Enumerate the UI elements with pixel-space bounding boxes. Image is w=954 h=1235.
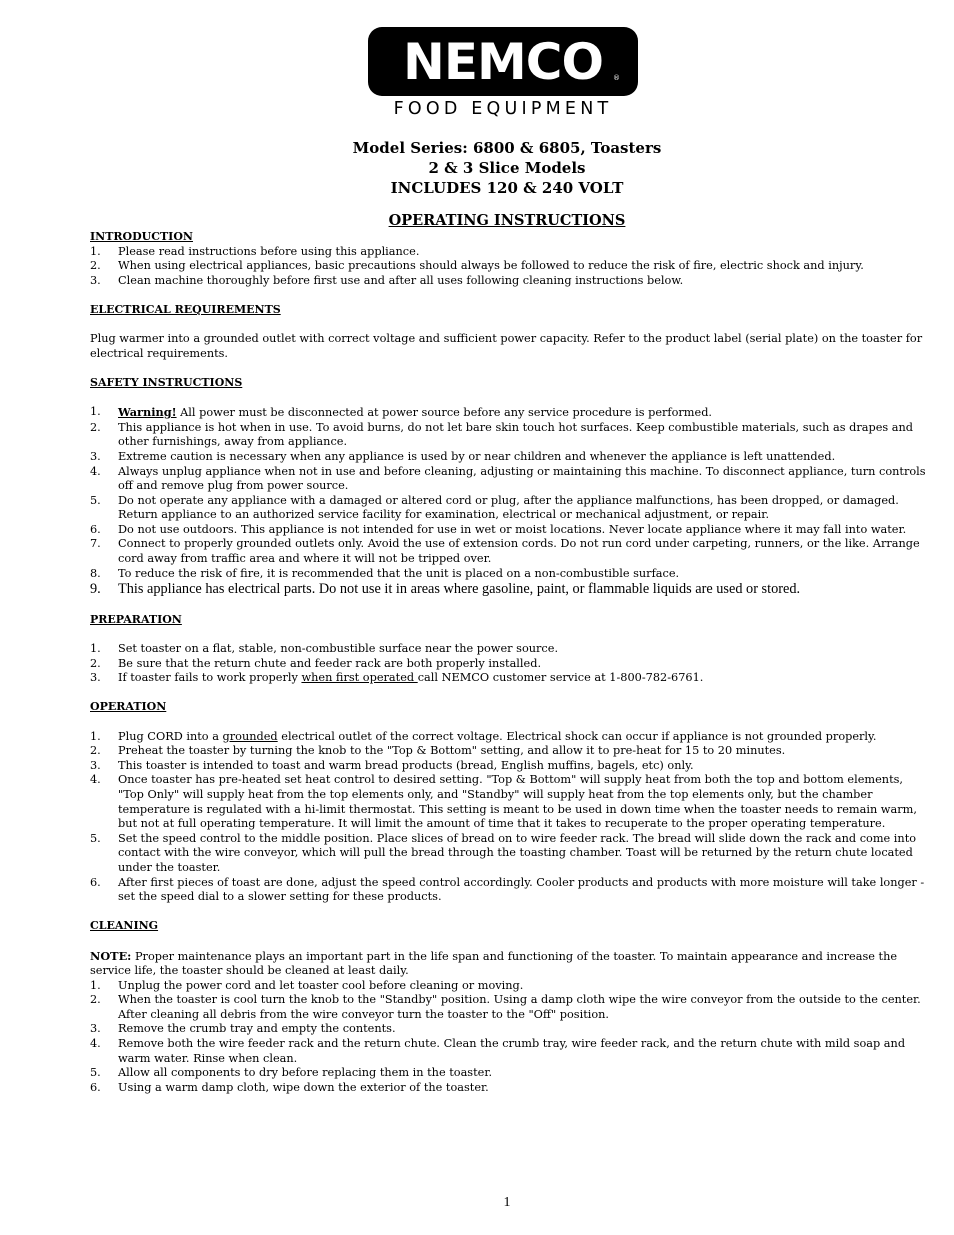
- list-item: 6. Do not use outdoors. This appliance is not intended for use in wet or moist locations. Never locate appliance where it may fall into water.: [90, 522, 907, 536]
- list-item: 3. Extreme caution is necessary when any appliance is used by or near children and whenever the appliance is left unattended.: [90, 449, 836, 463]
- introduction-list: [90, 245, 928, 289]
- list-item: 2. Be sure that the return chute and feeder rack are both properly installed.: [90, 656, 542, 670]
- operation-list: [90, 730, 928, 905]
- warning-label: Warning!: [118, 405, 177, 420]
- list-item: 2. Preheat the toaster by turning the knob to the "Top & Bottom" setting, and allow it to pre-heat for 15 to 20 minutes.: [90, 744, 786, 758]
- list-item: 6. Using a warm damp cloth, wipe down the exterior of the toaster.: [90, 1080, 489, 1094]
- registered-mark: ®: [613, 74, 620, 82]
- title-line-3: INCLUDES 120 & 240 VOLT: [390, 179, 624, 197]
- list-item: 5. Do not operate any appliance with a damaged or altered cord or plug, after the appliance malfunctions, has been dropped, or damaged. Return appliance to an authorized service facility for examination, electrical or mechanical adjustment, or repair.: [90, 493, 899, 522]
- document-title: OPERATING INSTRUCTIONS: [388, 212, 626, 229]
- list-item: 3. Clean machine thoroughly before first use and after all uses following cleaning instructions below.: [90, 273, 684, 287]
- list-item: 5. Allow all components to dry before replacing them in the toaster.: [90, 1066, 493, 1080]
- logo-tagline: FOOD EQUIPMENT: [393, 99, 613, 119]
- title-line-1: Model Series: 6800 & 6805, Toasters: [352, 139, 662, 157]
- safety-heading: SAFETY INSTRUCTIONS: [90, 375, 243, 389]
- list-item: 3. Remove the crumb tray and empty the contents.: [90, 1022, 396, 1036]
- cleaning-note: NOTE: Proper maintenance plays an important part in the life span and functioning of the toaster. To maintain appearance and increase the service life, the toaster should be cleaned at least daily.: [90, 948, 898, 978]
- list-item: 1. Set toaster on a flat, stable, non-combustible surface near the power source.: [90, 642, 559, 656]
- logo-brand-text: NEMCO: [403, 32, 603, 91]
- list-item: 8. To reduce the risk of fire, it is recommended that the unit is placed on a non-combustible surface.: [90, 566, 680, 580]
- page-number: 1: [503, 1195, 511, 1210]
- preparation-list: [90, 642, 928, 686]
- list-item: 6. After first pieces of toast are done, adjust the speed control accordingly. Cooler products and products with more moisture will take longer - set the speed dial to a slower setting for these products.: [90, 875, 925, 904]
- electrical-paragraph: Plug warmer into a grounded outlet with correct voltage and sufficient power capacity. Refer to the product label (serial plate) on the toaster for electrical requirements.: [90, 332, 923, 360]
- list-item: 7. Connect to properly grounded outlets only. Avoid the use of extension cords. Do not run cord under carpeting, runners, or the like. Arrange cord away from traffic area and where it will not be tripped over.: [90, 537, 920, 566]
- operation-heading: OPERATION: [90, 700, 167, 714]
- introduction-heading: INTRODUCTION: [90, 230, 193, 243]
- list-item: 3. This toaster is intended to toast and warm bread products (bread, English muffins, bagels, etc) only.: [90, 758, 694, 772]
- list-item: 9. This appliance has electrical parts. Do not use it in areas where gasoline, paint, or flammable liquids are used or stored.: [90, 581, 801, 598]
- list-item: 1. Plug CORD into a grounded electrical outlet of the correct voltage. Electrical shock can occur if appliance is not grounded properly.: [90, 729, 877, 743]
- cleaning-list: [90, 979, 928, 1096]
- list-item: 4. Always unplug appliance when not in use and before cleaning, adjusting or maintaining this machine. To disconnect appliance, turn controls off and remove plug from power source.: [90, 464, 926, 493]
- list-item: 1. Please read instructions before using this appliance.: [90, 244, 420, 258]
- list-item: 5. Set the speed control to the middle position. Place slices of bread on to wire feeder rack. The bread will slide down the rack and come into contact with the wire conveyor, which will pull the bread through the toasting chamber. Toast will be returned by the return chute located under the toaster.: [90, 831, 917, 874]
- list-item: 1. Warning! All power must be disconnected at power source before any service procedure is performed.: [90, 405, 713, 420]
- title-line-2: 2 & 3 Slice Models: [428, 159, 586, 177]
- model-title: [0, 138, 954, 198]
- document-body: [90, 230, 928, 1095]
- list-item: 3. If toaster fails to work properly when first operated call NEMCO customer service at 1-800-782-6761.: [90, 671, 704, 685]
- list-item: 1. Unplug the power cord and let toaster cool before cleaning or moving.: [90, 978, 524, 992]
- list-item: 4. Once toaster has pre-heated set heat control to desired setting. "Top & Bottom" will supply heat from both the top and bottom elements, "Top Only" will supply heat from the top elements only, and "Standby" will supply heat from the top elements only, but the chamber temperature is regulated with a hi-limit thermostat. This setting is meant to be used in down time when the toaster needs to remain warm, but not at full operating temperature. It will limit the amount of time that it takes to recuperate to the proper operating temperature.: [90, 773, 917, 831]
- list-item: 2. When using electrical appliances, basic precautions should always be followed to reduce the risk of fire, electric shock and injury.: [90, 259, 864, 273]
- list-item: 2. When the toaster is cool turn the knob to the "Standby" position. Using a damp cloth wipe the wire conveyor from the outside to the center. After cleaning all debris from the wire conveyor turn the toaster to the "Off" position.: [90, 993, 921, 1021]
- electrical-heading: ELECTRICAL REQUIREMENTS: [90, 302, 281, 316]
- list-item: 4. Remove both the wire feeder rack and the return chute. Clean the crumb tray, wire feeder rack, and the return chute with mild soap and warm water. Rinse when clean.: [90, 1037, 906, 1065]
- nemco-logo: [368, 27, 638, 96]
- safety-list: [90, 405, 928, 598]
- list-item: 2. This appliance is hot when in use. To avoid burns, do not let bare skin touch hot surfaces. Keep combustible materials, such as drapes and other furnishings, away from appliance.: [90, 420, 914, 449]
- preparation-heading: PREPARATION: [90, 612, 182, 626]
- cleaning-heading: CLEANING: [90, 919, 159, 933]
